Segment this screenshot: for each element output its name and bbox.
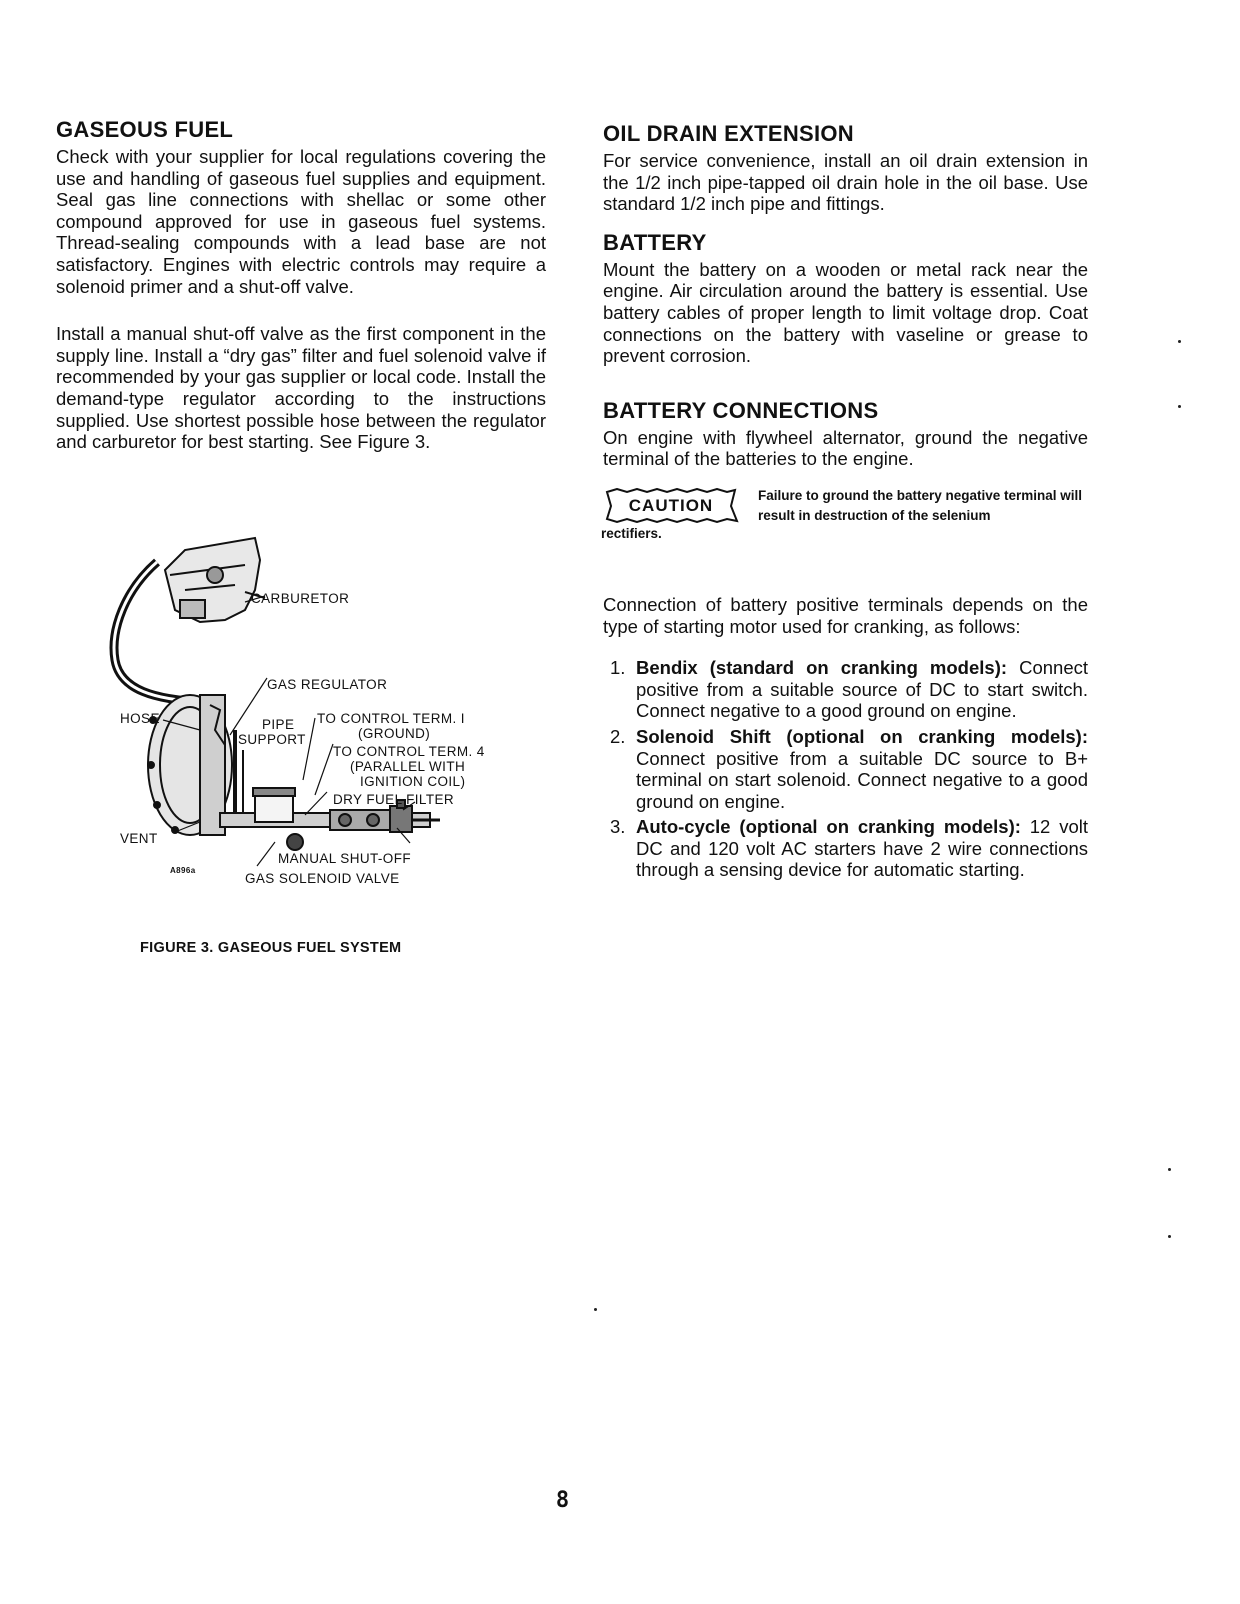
starter-steps-list: [603, 657, 1088, 881]
pipe-support-label-1: PIPE: [262, 717, 295, 732]
right-column: [603, 120, 1088, 885]
battery-heading: BATTERY: [603, 229, 707, 255]
scan-speck: [1168, 1168, 1171, 1171]
figure-code-label: A896a: [170, 866, 196, 875]
scan-speck: [1168, 1235, 1171, 1238]
gaseous-fuel-heading: GASEOUS FUEL: [56, 117, 234, 142]
list-item: [603, 726, 1088, 812]
gaseous-fuel-paragraph-2: Install a manual shut-off valve as the first component in the supply line. Install a “dry gas” filter and fuel solenoid valve if recommended by your gas supplier or local code. Install the demand-type regulator according to the instructions supplied. Use shortest possible hose between the regulator and carburetor for best starting. See Figure 3.: [56, 323, 546, 453]
oil-drain-paragraph: For service convenience, install an oil drain extension in the 1/2 inch pipe-tapped oil drain hole in the oil base. Use standard 1/2 inch pipe and fittings.: [603, 150, 1088, 215]
battery-paragraph: Mount the battery on a wooden or metal rack near the engine. Air circulation around the battery is essential. Use battery cables of proper length to limit voltage drop. Coat connections on the battery with vaseline or grease to prevent corrosion.: [603, 258, 1088, 367]
step-number: 1.: [610, 657, 626, 679]
scan-speck: [1178, 405, 1181, 408]
control-term-4-label: TO CONTROL TERM. 4: [333, 744, 485, 759]
caution-text-tail: rectifiers.: [601, 525, 662, 541]
gaseous-fuel-system-figure: [105, 530, 545, 890]
scan-speck: [1178, 340, 1181, 343]
battery-connections-paragraph: On engine with flywheel alternator, ground the negative terminal of the batteries to the engine.: [603, 426, 1088, 470]
caution-notice: [603, 488, 1088, 544]
carburetor-label: CARBURETOR: [251, 591, 350, 606]
pipe-support-label-2: SUPPORT: [238, 732, 306, 747]
page-number: 8: [555, 1488, 570, 1513]
list-item: [603, 816, 1088, 881]
control-term-4-ignition-label: IGNITION COIL): [360, 774, 466, 789]
gaseous-fuel-paragraph-1: Check with your supplier for local regulations covering the use and handling of gaseous fuel supplies and equipment. Seal gas line connections with shellac or some other compound approved for use in gaseous fuel systems. Thread-sealing compounds with a lead base are not satisfactory. Engines with electric controls may require a solenoid primer and a shut-off valve.: [56, 146, 546, 297]
step-number: 3.: [610, 816, 626, 838]
manual-shutoff-label: MANUAL SHUT-OFF: [278, 851, 412, 866]
positive-terminal-paragraph: Connection of battery positive terminals depends on the type of starting motor used for cranking, as follows:: [603, 593, 1088, 637]
vent-label: VENT: [120, 831, 158, 846]
step-title: Auto-cycle (optional on cranking models):: [636, 816, 1021, 838]
left-column: [56, 116, 546, 453]
oil-drain-heading: OIL DRAIN EXTENSION: [603, 121, 854, 146]
figure-caption: FIGURE 3. GASEOUS FUEL SYSTEM: [140, 940, 402, 956]
control-term-1-label: TO CONTROL TERM. I: [317, 711, 465, 726]
fuel-system-diagram: [105, 530, 545, 890]
caution-badge: [603, 488, 739, 524]
caution-text: Failure to ground the battery negative terminal will result in destruction of the selenium: [758, 487, 1083, 523]
carburetor-drawing: [165, 538, 265, 622]
scan-speck: [594, 1308, 597, 1311]
step-text: 12 volt DC and 120 volt AC starters have 2 wire connections through a sensing device for automatic starting.: [636, 816, 1088, 881]
step-title: Bendix (standard on cranking models):: [636, 657, 1008, 679]
step-text: Connect positive from a suitable DC source to B+ terminal on start solenoid. Connect negative to a good ground on engine.: [636, 747, 1088, 812]
control-term-1-ground-label: (GROUND): [358, 726, 431, 741]
control-term-4-parallel-label: (PARALLEL WITH: [350, 759, 466, 774]
step-number: 2.: [610, 725, 626, 747]
caution-label: CAUTION: [628, 495, 714, 515]
step-title: Solenoid Shift (optional on cranking models):: [636, 725, 1088, 747]
battery-connections-heading: BATTERY CONNECTIONS: [603, 397, 879, 423]
gas-regulator-label: GAS REGULATOR: [267, 677, 388, 692]
gas-solenoid-valve-label: GAS SOLENOID VALVE: [245, 871, 400, 886]
list-item: [603, 657, 1088, 722]
hose-label: HOSE: [120, 711, 160, 726]
dry-fuel-filter-label: DRY FUEL FILTER: [333, 792, 455, 807]
step-text: Connect positive from a suitable source of DC to start switch. Connect negative to a good ground on engine.: [636, 657, 1089, 722]
